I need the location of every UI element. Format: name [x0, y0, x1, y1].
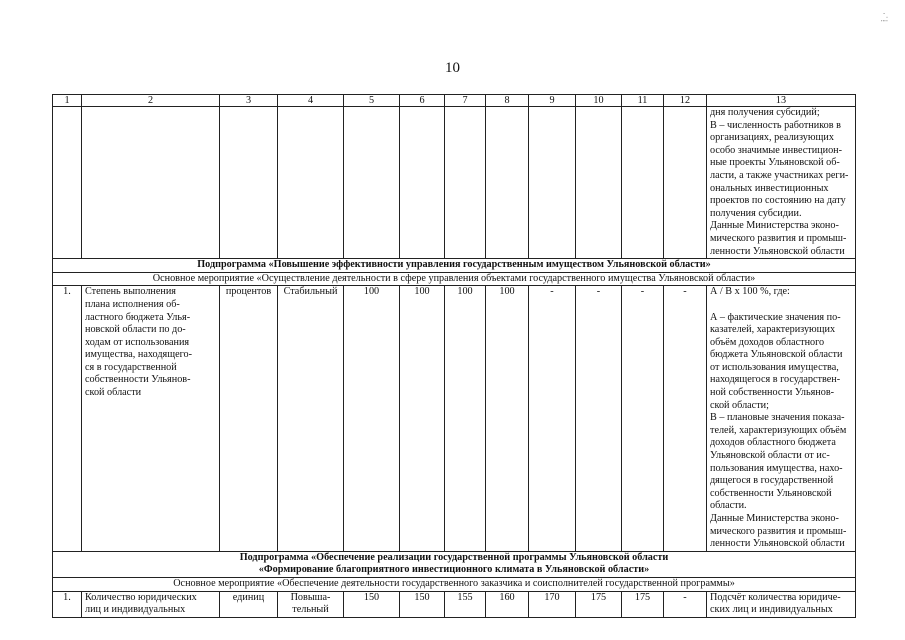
value-cell: - [576, 286, 622, 551]
header-cell: 7 [445, 95, 486, 107]
value-cell: 175 [576, 591, 622, 617]
trend-cell: Стабильный [278, 286, 344, 551]
header-cell: 4 [278, 95, 344, 107]
text-line: ленности Ульяновской области [710, 245, 845, 257]
main-event-row [53, 577, 856, 591]
value-cell: 175 [622, 591, 664, 617]
value-cell: - [664, 286, 707, 551]
value-cell: 100 [344, 286, 400, 551]
subprogram-title: Подпрограмма «Обеспечение реализации государственной программы Ульяновской области «Формирование благоприятного инвестиционного климата в Ульяновской области» [53, 551, 856, 577]
calculation-method-cell: А / В х 100 %, где: А – фактические значения по- казателей, характеризующих объём доходов областного бюджета Ульяновской области от использования имущества, находящегося в государствен- ной собственности Ульянов- ской области; В – плановые значения показа- телей, характеризующих объём доходов областного бюджета Ульяновской области от ис- пользования имущества, нахо- дящегося в государственной собственности Ульяновской области. Данные Министерства эконо- мического развития и промыш- ленности Ульяновской области [707, 286, 856, 551]
table-row [53, 286, 856, 551]
text-line: дня получения субсидий; [710, 107, 820, 118]
unit-cell: единиц [220, 591, 278, 617]
value-cell: - [664, 591, 707, 617]
header-cell: 10 [576, 95, 622, 107]
value-cell: 100 [445, 286, 486, 551]
header-row [53, 95, 856, 107]
header-cell: 2 [82, 95, 220, 107]
indicator-name: Количество юридических лиц и индивидуальных [82, 591, 220, 617]
table-row [53, 591, 856, 617]
continuation-row [53, 107, 856, 259]
main-event-title: Основное мероприятие «Обеспечение деятельности государственного заказчика и соисполнителей государственной программы» [53, 577, 856, 591]
indicator-name: Степень выполнения плана исполнения об- ластного бюджета Улья- новской области по до- ходам от использования имущества, находящего- ся в государственной собственности Ульянов- ской области [82, 286, 220, 551]
value-cell: 150 [344, 591, 400, 617]
value-cell: - [529, 286, 576, 551]
value-cell: 160 [486, 591, 529, 617]
text-line: получения субсидии. [710, 207, 802, 219]
text-line: ные проекты Ульяновской об- [710, 157, 840, 169]
header-cell: 1 [53, 95, 82, 107]
header-cell: 9 [529, 95, 576, 107]
value-cell: 100 [486, 286, 529, 551]
main-event-row [53, 272, 856, 286]
page-number: 10 [445, 60, 460, 76]
text-line: ональных инвестиционных [710, 182, 829, 194]
header-cell: 8 [486, 95, 529, 107]
text-line: Данные Министерства эконо- [710, 220, 839, 232]
subprogram-row [53, 551, 856, 577]
row-number: 1. [53, 591, 82, 617]
row-number: 1. [53, 286, 82, 551]
calculation-method-cell [707, 107, 856, 259]
value-cell: - [622, 286, 664, 551]
trend-cell: Повыша- тельный [278, 591, 344, 617]
header-cell: 11 [622, 95, 664, 107]
text-line: организациях, реализующих [710, 132, 834, 144]
unit-cell: процентов [220, 286, 278, 551]
text-line: ласти, а также участниках реги- [710, 169, 849, 181]
text-line: В – численность работников в [710, 119, 841, 131]
subprogram-title: Подпрограмма «Повышение эффективности управления государственным имуществом Ульяновской области» [53, 259, 856, 273]
value-cell: 155 [445, 591, 486, 617]
header-cell: 12 [664, 95, 707, 107]
header-cell: 13 [707, 95, 856, 107]
calculation-method-cell: Подсчёт количества юридиче- ских лиц и индивидуальных [707, 591, 856, 617]
value-cell: 170 [529, 591, 576, 617]
value-cell: 150 [400, 591, 445, 617]
main-event-title: Основное мероприятие «Осуществление деятельности в сфере управления объектами государственного имущества Ульяновской области» [53, 272, 856, 286]
subprogram-row [53, 259, 856, 273]
value-cell: 100 [400, 286, 445, 551]
indicators-table [52, 94, 856, 618]
text-line: проектов по состоянию на дату [710, 195, 846, 207]
text-line: особо значимые инвестицион- [710, 144, 843, 156]
header-cell: 5 [344, 95, 400, 107]
header-cell: 6 [400, 95, 445, 107]
header-cell: 3 [220, 95, 278, 107]
text-line: мического развития и промыш- [710, 232, 847, 244]
scan-mark: · ̇ ⁞ [879, 12, 889, 22]
